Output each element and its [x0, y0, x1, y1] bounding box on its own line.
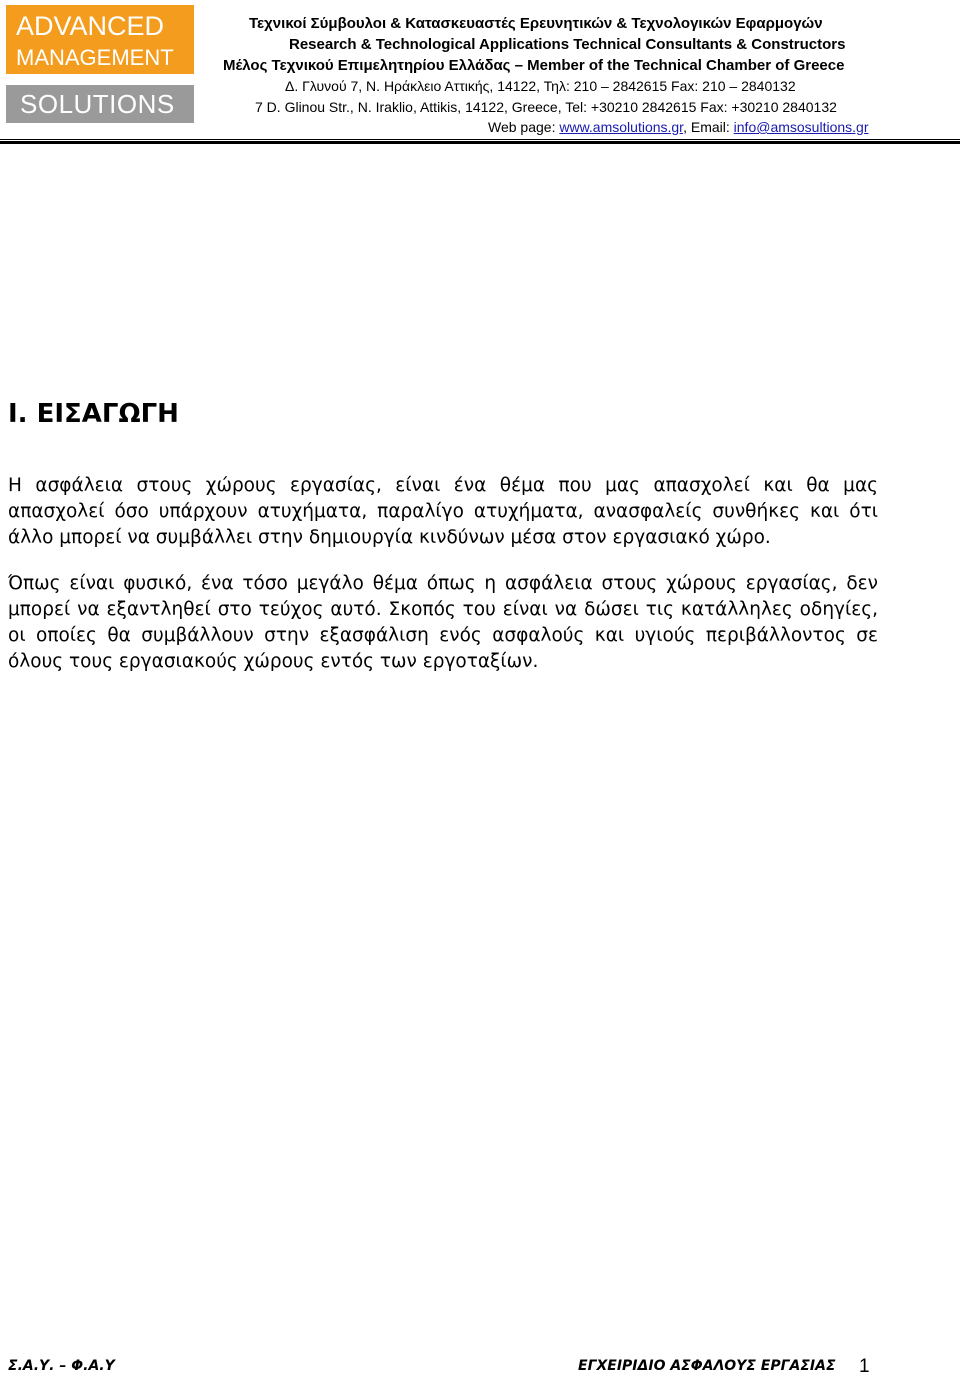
- header-divider-thick: [0, 141, 960, 144]
- header-greek-title: Τεχνικοί Σύμβουλοι & Κατασκευαστές Ερευνητικών & Τεχνολογικών Εφαρμογών: [249, 15, 823, 32]
- footer-document-code: Σ.Α.Υ. – Φ.Α.Υ: [8, 1358, 115, 1374]
- header-membership: Μέλος Τεχνικού Επιμελητηρίου Ελλάδας – Member of the Technical Chamber of Greece: [223, 57, 845, 74]
- website-link[interactable]: www.amsolutions.gr: [559, 119, 684, 135]
- header-contact-line: [488, 119, 868, 135]
- logo-text-solutions: SOLUTIONS: [20, 89, 175, 119]
- web-label: Web page:: [488, 119, 560, 135]
- page-number: 1: [859, 1356, 870, 1377]
- section-heading: Ι. ΕΙΣΑΓΩΓΗ: [8, 399, 179, 429]
- logo-text-advanced: ADVANCED: [16, 11, 165, 41]
- email-link[interactable]: info@amsosultions.gr: [733, 119, 869, 135]
- header-divider-thin: [0, 139, 960, 140]
- footer-document-title: ΕΓΧΕΙΡΙΔΙΟ ΑΣΦΑΛΟΥΣ ΕΡΓΑΣΙΑΣ: [578, 1358, 836, 1374]
- header-english-address: 7 D. Glinou Str., N. Iraklio, Attikis, 14122, Greece, Tel: +30210 2842615 Fax: +30210 2840132: [255, 99, 837, 115]
- header-greek-address: Δ. Γλυνού 7, Ν. Ηράκλειο Αττικής, 14122, Τηλ: 210 – 2842615 Fax: 210 – 2840132: [285, 78, 796, 94]
- logo-text-management: MANAGEMENT: [16, 45, 174, 70]
- intro-paragraph-2: Όπως είναι φυσικό, ένα τόσο μεγάλο θέμα όπως η ασφάλεια στους χώρους εργασίας, δεν μπορεί να εξαντληθεί στο τεύχος αυτό. Σκοπός του είναι να δώσει τις κατάλληλες οδηγίες, οι οποίες θα συμβάλλουν στην εξασφάλιση ενός ασφαλούς και υγιούς περιβάλλοντος σε όλους τους εργασιακούς χώρους εντός των εργοταξίων.: [8, 573, 878, 672]
- email-label: , Email:: [683, 119, 734, 135]
- intro-paragraph-1: Η ασφάλεια στους χώρους εργασίας, είναι ένα θέμα που μας απασχολεί και θα μας απασχολεί όσο υπάρχουν ατυχήματα, παραλίγο ατυχήματα, ανασφαλείς συνθήκες και ότι άλλο μπορεί να συμβάλλει στην δημιουργία κινδύνων μέσα στον εργασιακό χώρο.: [8, 475, 878, 548]
- header-english-title: Research & Technological Applications Technical Consultants & Constructors: [289, 36, 846, 53]
- company-logo: [6, 5, 194, 123]
